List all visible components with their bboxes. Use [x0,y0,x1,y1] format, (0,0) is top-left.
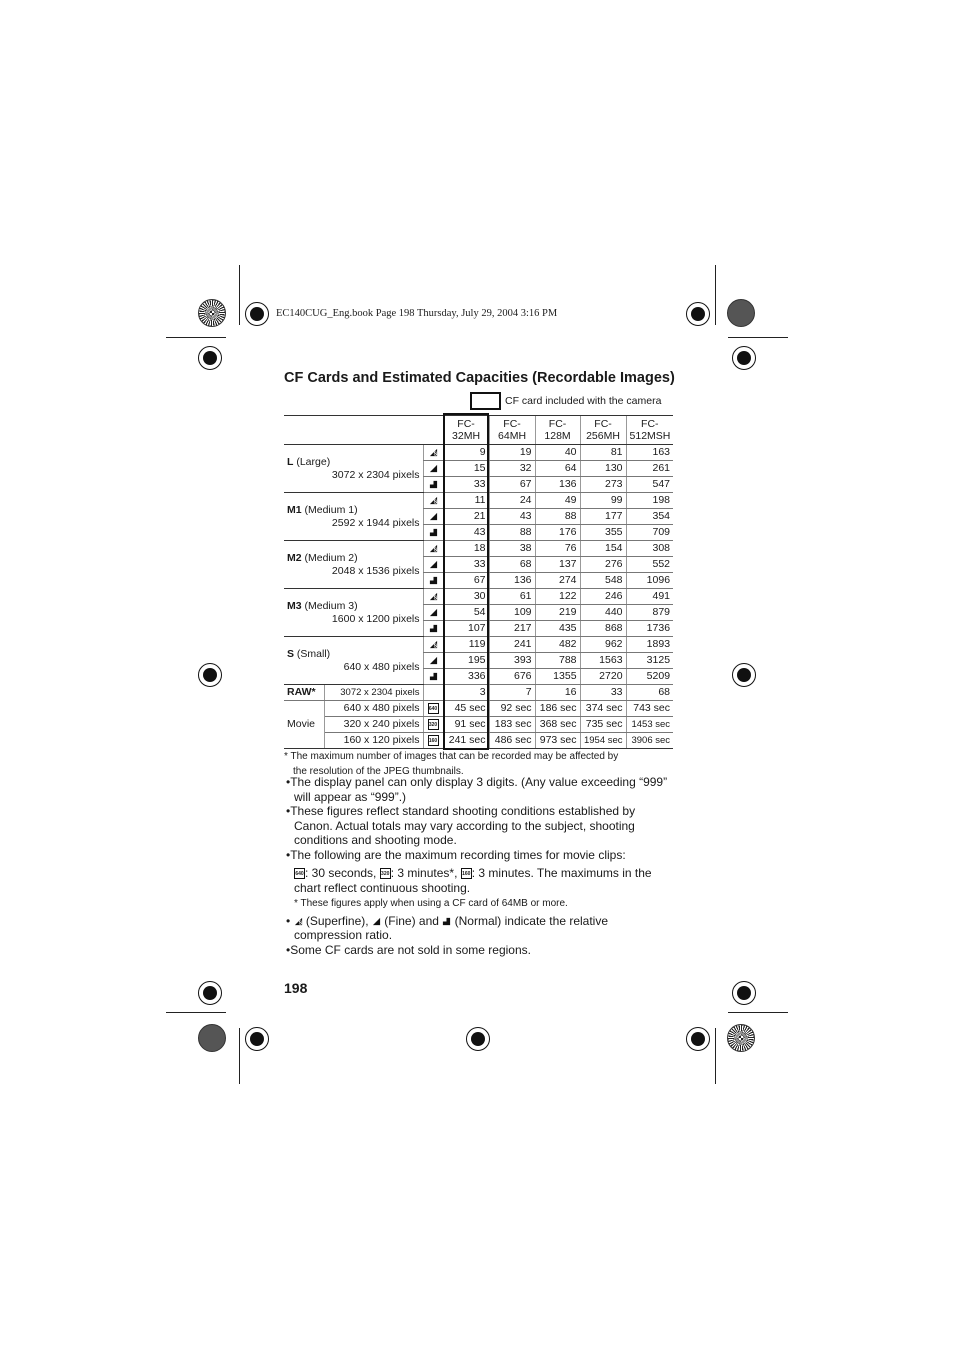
capacity-value: 38 [489,541,535,557]
header-blank [284,416,443,445]
fine-icon [423,605,443,621]
fine-icon [423,557,443,573]
size-pixels: 640 x 480 pixels [343,660,420,673]
capacity-value: 3 [443,685,489,701]
capacity-value: 88 [489,525,535,541]
registration-mark-icon [198,346,222,370]
note-display-digits: •The display panel can only display 3 digits. (Any value exceeding “999” will appear as “999”.) [286,775,668,804]
legend-text: CF card included with the camera [505,395,662,407]
crop-mark [728,337,788,338]
capacity-value: 136 [489,573,535,589]
capacity-value: 868 [580,621,626,637]
capacity-value: 440 [580,605,626,621]
svg-text:S: S [298,920,302,926]
normal-icon [423,525,443,541]
note-64mb: * These figures apply when using a CF card of 64MB or more. [294,898,568,909]
capacity-value: 552 [626,557,673,573]
capacity-value: 547 [626,477,673,493]
note-compression: • S (Superfine), (Fine) and (Normal) indicate the relative compression ratio. [286,913,609,942]
page-title: CF Cards and Estimated Capacities (Recordable Images) [284,370,675,386]
movie-time-value: 241 sec [443,733,489,749]
movie-pixels: 160 x 120 pixels [324,733,423,749]
capacity-value: 30 [443,589,489,605]
movie-row [284,701,673,717]
size-name: (Medium 2) [301,551,358,564]
movie-label: Movie [284,701,324,749]
movie-size-icon: 160 [428,735,439,746]
capacity-value: 482 [535,637,580,653]
movie-time-value: 92 sec [489,701,535,717]
size-code: S [287,647,295,660]
capacity-value: 261 [626,461,673,477]
notes [284,775,674,957]
crop-mark [239,265,240,325]
capacity-value: 195 [443,653,489,669]
movie-160-text: : 3 minutes. The maximums in the chart reflect continuous shooting. [294,866,652,895]
capacity-value: 962 [580,637,626,653]
movie-time-value: 973 sec [535,733,580,749]
fine-icon [423,509,443,525]
legend [470,392,661,410]
movie-size-icon: 320 [428,719,439,730]
capacity-value: 119 [443,637,489,653]
capacity-value: 435 [535,621,580,637]
movie-time-value: 3906 sec [626,733,673,749]
capacity-table [284,415,673,749]
movie-320-icon [423,717,443,733]
capacity-value: 43 [443,525,489,541]
note-movie-times: •The following are the maximum recording times for movie clips: [286,847,626,862]
capacity-value: 163 [626,445,673,461]
registration-mark-icon [732,981,756,1005]
movie-640-icon [423,701,443,717]
normal-text: (Normal) indicate the relative compression ratio. [294,913,609,942]
capacity-value: 67 [443,573,489,589]
normal-icon [423,621,443,637]
capacity-value: 49 [535,493,580,509]
svg-text:S: S [433,499,437,505]
movie-pixels: 640 x 480 pixels [324,701,423,717]
movie-time-value: 486 sec [489,733,535,749]
registration-dial-icon [727,1024,755,1052]
note-movie-times-detail [284,866,674,895]
size-pixels: 3072 x 2304 pixels [331,468,420,481]
movie-time-value: 374 sec [580,701,626,717]
registration-mark-icon [466,1027,490,1051]
capacity-value: 33 [443,557,489,573]
movie-time-value: 735 sec [580,717,626,733]
crop-mark [239,1028,240,1084]
registration-mark-icon [198,981,222,1005]
size-pixels: 2592 x 1944 pixels [331,516,420,529]
size-code: M1 [287,503,302,516]
column-header-line: 256MH [586,430,620,442]
movie-time-value: 743 sec [626,701,673,717]
capacity-value: 709 [626,525,673,541]
movie-320-icon: 320 [380,868,391,879]
capacity-value: 355 [580,525,626,541]
raw-pixels: 3072 x 2304 pixels [324,685,423,701]
size-label [284,589,423,637]
capacity-value: 1355 [535,669,580,685]
registration-mark-icon [198,663,222,687]
movie-640-icon: 640 [294,868,305,879]
size-label [284,445,423,493]
fine-icon [423,653,443,669]
column-header-line: 512MSH [629,430,671,442]
table-header-row [284,416,673,445]
movie-time-value: 1453 sec [626,717,673,733]
movie-640-text: : 30 seconds, [305,866,380,880]
raw-row [284,685,673,701]
registration-mark-icon [245,302,269,326]
capacity-value: 33 [580,685,626,701]
size-code: M2 [287,551,302,564]
capacity-value: 11 [443,493,489,509]
size-name: (Small) [294,647,331,660]
capacity-value: 198 [626,493,673,509]
raw-label: RAW* [284,685,324,701]
table-row [284,445,673,461]
capacity-value: 273 [580,477,626,493]
capacity-value: 122 [535,589,580,605]
size-label [284,637,423,685]
size-pixels: 1600 x 1200 pixels [331,612,420,625]
capacity-value: 109 [489,605,535,621]
capacity-value: 1893 [626,637,673,653]
note-regions: •Some CF cards are not sold in some regions. [286,942,531,957]
capacity-value: 176 [535,525,580,541]
capacity-value: 879 [626,605,673,621]
crop-mark [715,1028,716,1084]
movie-time-value: 91 sec [443,717,489,733]
capacity-value: 1736 [626,621,673,637]
table-row [284,493,673,509]
movie-time-value: 183 sec [489,717,535,733]
capacity-value: 21 [443,509,489,525]
table-row [284,589,673,605]
capacity-value: 15 [443,461,489,477]
movie-time-value: 186 sec [535,701,580,717]
crop-mark [715,265,716,325]
movie-size-icon: 640 [428,703,439,714]
capacity-value: 33 [443,477,489,493]
capacity-value: 177 [580,509,626,525]
table-row [284,637,673,653]
footnote-line-1: * The maximum number of images that can be recorded may be affected by [284,751,619,762]
column-header [535,416,580,445]
superfine-icon [294,917,303,926]
capacity-value: 68 [489,557,535,573]
movie-160-icon [423,733,443,749]
capacity-value: 354 [626,509,673,525]
normal-icon [423,669,443,685]
size-label [284,541,423,589]
capacity-value: 19 [489,445,535,461]
table-row [284,541,673,557]
capacity-value: 54 [443,605,489,621]
capacity-value: 154 [580,541,626,557]
size-name: (Medium 3) [301,599,358,612]
column-header-line: FC- [457,418,475,430]
capacity-value: 241 [489,637,535,653]
note-standard-conditions: •These figures reflect standard shooting conditions established by Canon. Actual totals may vary according to the subject, shooting conditions and shooting mode. [286,804,636,847]
footnote-line-2: the resolution of the JPEG thumbnails. [293,765,464,777]
capacity-value: 1563 [580,653,626,669]
capacity-value: 788 [535,653,580,669]
fine-text: (Fine) and [380,913,443,928]
capacity-value: 88 [535,509,580,525]
size-label [284,493,423,541]
superfine-text: (Superfine), [302,913,372,928]
capacity-value: 7 [489,685,535,701]
registration-mark-icon [732,346,756,370]
capacity-value: 491 [626,589,673,605]
column-header-line: FC- [641,418,659,430]
size-name: (Large) [293,455,331,468]
column-header [489,416,535,445]
capacity-value: 107 [443,621,489,637]
superfine-icon [423,589,443,605]
capacity-value: 246 [580,589,626,605]
capacity-value: 24 [489,493,535,509]
capacity-value: 136 [535,477,580,493]
column-header-line: FC- [594,418,612,430]
normal-icon [442,917,451,926]
svg-text:S: S [433,547,437,553]
capacity-value: 5209 [626,669,673,685]
capacity-value: 1096 [626,573,673,589]
column-header [626,416,673,445]
capacity-value: 43 [489,509,535,525]
normal-icon [423,573,443,589]
crop-mark [166,1012,226,1013]
capacity-value: 16 [535,685,580,701]
svg-text:S: S [433,451,437,457]
svg-text:S: S [433,643,437,649]
column-header-line: 64MH [498,430,527,442]
capacity-value: 2720 [580,669,626,685]
registration-mark-icon [732,663,756,687]
superfine-icon [423,541,443,557]
registration-mark-icon [686,1027,710,1051]
capacity-value: 61 [489,589,535,605]
registration-dial-icon [727,299,755,327]
movie-time-value: 1954 sec [580,733,626,749]
capacity-value: 274 [535,573,580,589]
capacity-value: 76 [535,541,580,557]
registration-mark-icon [245,1027,269,1051]
capacity-value: 676 [489,669,535,685]
movie-row [284,717,673,733]
movie-time-value: 45 sec [443,701,489,717]
capacity-value: 18 [443,541,489,557]
capacity-value: 137 [535,557,580,573]
column-header-line: FC- [548,418,567,430]
capacity-value: 219 [535,605,580,621]
normal-icon [423,477,443,493]
capacity-value: 217 [489,621,535,637]
capacity-value: 393 [489,653,535,669]
capacity-value: 336 [443,669,489,685]
print-header: EC140CUG_Eng.book Page 198 Thursday, July 29, 2004 3:16 PM [276,308,558,319]
movie-time-value: 368 sec [535,717,580,733]
legend-box [470,392,501,410]
capacity-value: 67 [489,477,535,493]
column-header-line: FC- [503,418,521,430]
capacity-value: 68 [626,685,673,701]
superfine-icon [423,445,443,461]
size-pixels: 2048 x 1536 pixels [331,564,420,577]
superfine-icon [423,493,443,509]
column-header-line: 32MH [452,430,481,442]
fine-icon [423,461,443,477]
fine-icon [372,917,381,926]
movie-160-icon: 160 [461,868,472,879]
size-code: L [287,455,294,468]
svg-text:S: S [433,595,437,601]
capacity-value: 130 [580,461,626,477]
capacity-value: 81 [580,445,626,461]
movie-row [284,733,673,749]
column-header-line: 128M [544,430,571,442]
size-name: (Medium 1) [301,503,358,516]
capacity-value: 64 [535,461,580,477]
registration-dial-icon [198,299,226,327]
crop-mark [166,337,226,338]
movie-pixels: 320 x 240 pixels [324,717,423,733]
capacity-value: 548 [580,573,626,589]
registration-mark-icon [686,302,710,326]
movie-320-text: : 3 minutes*, [390,866,461,880]
superfine-icon [423,637,443,653]
column-header [580,416,626,445]
capacity-value: 32 [489,461,535,477]
size-code: M3 [287,599,302,612]
capacity-value: 276 [580,557,626,573]
registration-dial-icon [198,1024,226,1052]
crop-mark [728,1012,788,1013]
page-number: 198 [284,980,308,996]
capacity-value: 308 [626,541,673,557]
column-header [443,416,489,445]
capacity-value: 99 [580,493,626,509]
capacity-value: 40 [535,445,580,461]
raw-icon-blank [423,685,443,701]
capacity-value: 9 [443,445,489,461]
capacity-value: 3125 [626,653,673,669]
